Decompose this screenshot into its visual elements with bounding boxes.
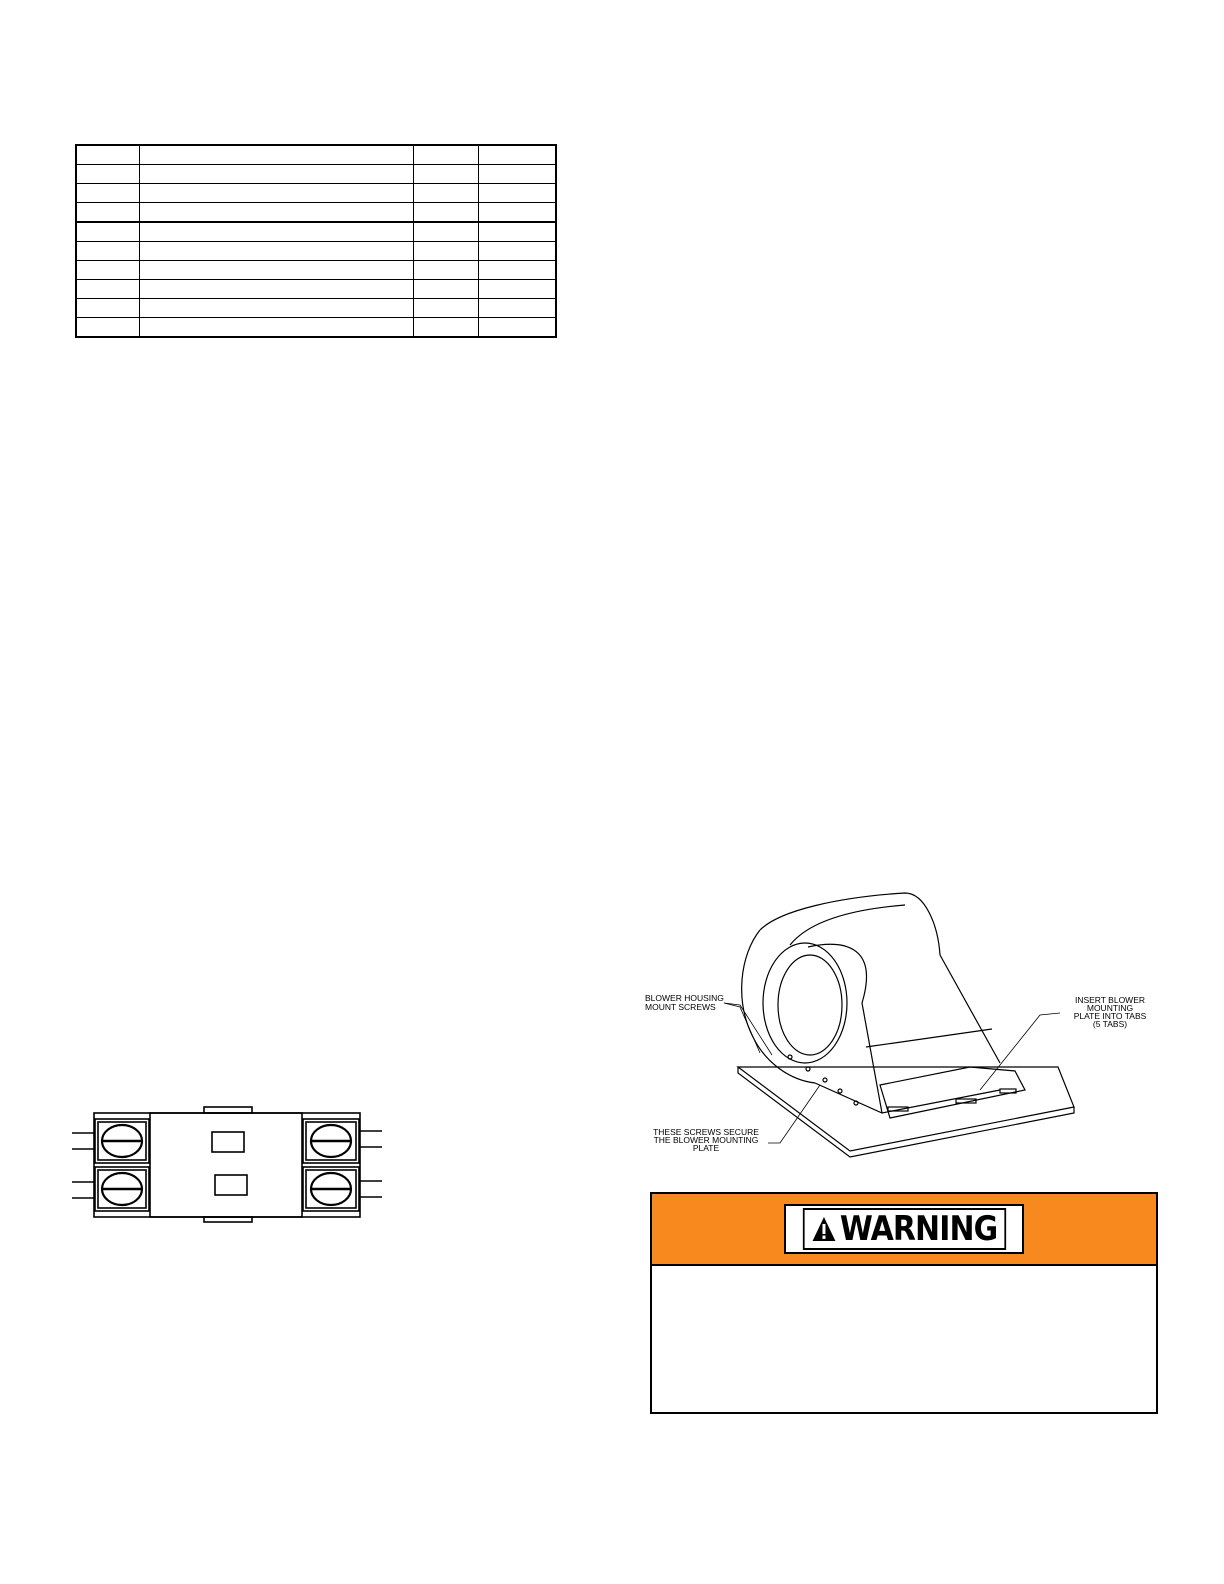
callout-insert-plate-3: PLATE INTO TABS: [1073, 1011, 1147, 1021]
warning-header: [652, 1194, 1156, 1266]
callout-housing-screws-1: BLOWER HOUSING: [645, 993, 724, 1003]
table-row: [76, 145, 556, 165]
callout-insert-plate-2: MOUNTING: [1086, 1003, 1134, 1013]
callout-insert-plate-4: (5 TABS): [1092, 1019, 1128, 1029]
terminal-block-diagram: [70, 1105, 385, 1225]
table-row: [76, 222, 556, 242]
warning-triangle-icon: [811, 1216, 836, 1242]
callout-housing-screws-2: MOUNT SCREWS: [645, 1002, 716, 1012]
table-row: [76, 299, 556, 318]
callout-plate-screws-2: THE BLOWER MOUNTING: [653, 1135, 759, 1145]
warning-box: [650, 1192, 1158, 1414]
callout-plate-screws-3: PLATE: [692, 1143, 720, 1153]
callout-plate-screws-1: THESE SCREWS SECURE: [653, 1127, 759, 1137]
table-row: [76, 203, 556, 223]
blower-assembly-figure: [640, 885, 1180, 1160]
table-row: [76, 280, 556, 299]
table-row: [76, 261, 556, 280]
table-row: [76, 318, 556, 338]
warning-text: WARNING: [839, 1209, 997, 1249]
callout-insert-plate-1: INSERT BLOWER: [1074, 995, 1146, 1005]
table-row: [76, 184, 556, 203]
table-row: [76, 165, 556, 184]
warning-label: [784, 1204, 1025, 1254]
table-row: [76, 242, 556, 261]
spec-table: [75, 144, 557, 338]
